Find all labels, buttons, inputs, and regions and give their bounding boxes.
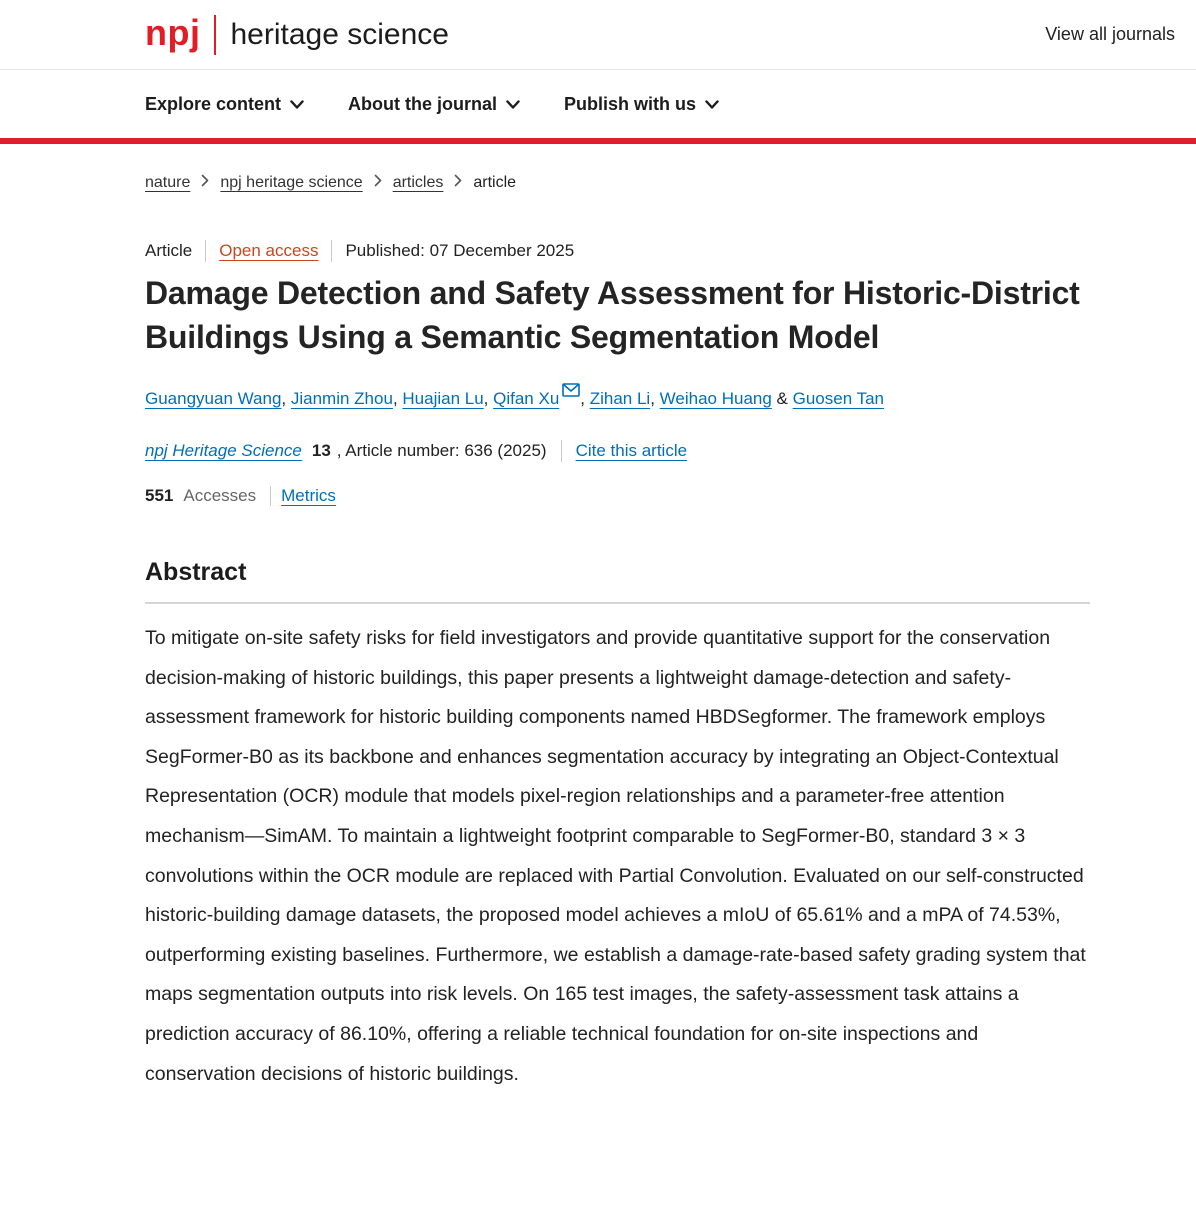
chevron-down-icon <box>290 94 304 115</box>
breadcrumb-articles-link[interactable]: articles <box>392 174 444 191</box>
metrics-divider <box>270 486 271 506</box>
site-header <box>0 0 1196 70</box>
author-separator: , <box>281 389 291 408</box>
chevron-right-icon <box>454 174 462 192</box>
author-link[interactable]: Jianmin Zhou <box>290 389 393 408</box>
accesses-label: Accesses <box>183 486 257 505</box>
citation-divider <box>561 440 562 462</box>
envelope-email-icon[interactable] <box>562 379 580 405</box>
author-link[interactable]: Zihan Li <box>589 389 651 408</box>
breadcrumb-current-article: article <box>473 174 517 191</box>
author-link[interactable]: Huajian Lu <box>402 389 484 408</box>
main-nav <box>0 70 1196 138</box>
red-accent-bar <box>0 138 1196 144</box>
citation-line <box>145 440 1090 462</box>
journal-name-text: heritage science <box>230 17 449 51</box>
npj-logo-text: npj <box>145 11 201 53</box>
article-page-content <box>145 174 1090 1094</box>
article-number-text: , Article number: 636 (2025) <box>336 441 547 460</box>
authors-list <box>145 386 1090 412</box>
nav-about-the-journal[interactable] <box>348 94 520 115</box>
author-separator: , <box>650 389 660 408</box>
journal-logo[interactable] <box>145 11 449 55</box>
nav-about-the-journal-label: About the journal <box>348 93 498 114</box>
nav-explore-content[interactable] <box>145 94 304 115</box>
breadcrumb-nature-link[interactable]: nature <box>145 174 191 191</box>
chevron-down-icon <box>506 94 520 115</box>
abstract-section <box>145 558 1090 1094</box>
nav-publish-with-us-label: Publish with us <box>564 93 697 114</box>
accesses-count: 551 <box>145 486 174 505</box>
logo-divider <box>214 15 216 55</box>
author-separator: , <box>580 389 590 408</box>
author-link[interactable]: Weihao Huang <box>659 389 772 408</box>
article-meta-row <box>145 240 1090 262</box>
journal-citation-link[interactable]: npj Heritage Science <box>145 441 302 460</box>
volume-number: 13 <box>311 441 331 460</box>
nav-explore-content-label: Explore content <box>145 93 282 114</box>
breadcrumb <box>145 174 1090 192</box>
metrics-link[interactable]: Metrics <box>281 486 336 505</box>
chevron-down-icon <box>705 94 719 115</box>
nav-publish-with-us[interactable] <box>564 94 719 115</box>
chevron-right-icon <box>374 174 382 192</box>
open-access-link[interactable]: Open access <box>219 241 319 260</box>
meta-divider <box>331 240 332 262</box>
article-type-label: Article <box>145 241 193 260</box>
abstract-text: To mitigate on-site safety risks for field investigators and provide quantitative support for the conservation decision-making of historic buildings, this paper presents a lightweight damage-detection and safety-assessment framework for historic building components named HBDSegformer. The framework employs SegFormer-B0 as its backbone and enhances segmentation accuracy by integrating an Object-Contextual Representation (OCR) module that models pixel-region relationships and a parameter-free attention mechanism—SimAM. To maintain a lightweight footprint comparable to SegFormer-B0, standard 3 × 3 convolutions within the OCR module are replaced with Partial Convolution. Evaluated on our self-constructed historic-building damage datasets, the proposed model achieves a mIoU of 65.61% and a mPA of 74.53%, outperforming existing baselines. Furthermore, we establish a damage-rate-based safety grading system that maps segmentation outputs into risk levels. On 165 test images, the safety-assessment task attains a prediction accuracy of 86.10%, offering a reliable technical foundation for on-site inspections and conservation decisions of historic buildings. <box>145 627 1086 1085</box>
article-title: Damage Detection and Safety Assessment for Historic-District Buildings Using a Semantic Segmentation Model <box>145 275 1080 355</box>
published-date: Published: 07 December 2025 <box>345 241 575 260</box>
author-separator: & <box>771 389 793 408</box>
author-link[interactable]: Guangyuan Wang <box>145 389 282 408</box>
author-separator: , <box>483 389 494 408</box>
author-link[interactable]: Guosen Tan <box>792 389 884 408</box>
author-separator: , <box>392 389 403 408</box>
cite-this-article-link[interactable]: Cite this article <box>575 441 688 460</box>
view-all-journals-link[interactable]: View all journals <box>1045 24 1175 44</box>
metrics-line <box>145 486 1090 506</box>
breadcrumb-journal-link[interactable]: npj heritage science <box>220 174 363 191</box>
abstract-heading: Abstract <box>145 558 247 586</box>
meta-divider <box>205 240 206 262</box>
abstract-divider <box>145 602 1090 604</box>
author-link[interactable]: Qifan Xu <box>493 389 560 408</box>
chevron-right-icon <box>201 174 209 192</box>
